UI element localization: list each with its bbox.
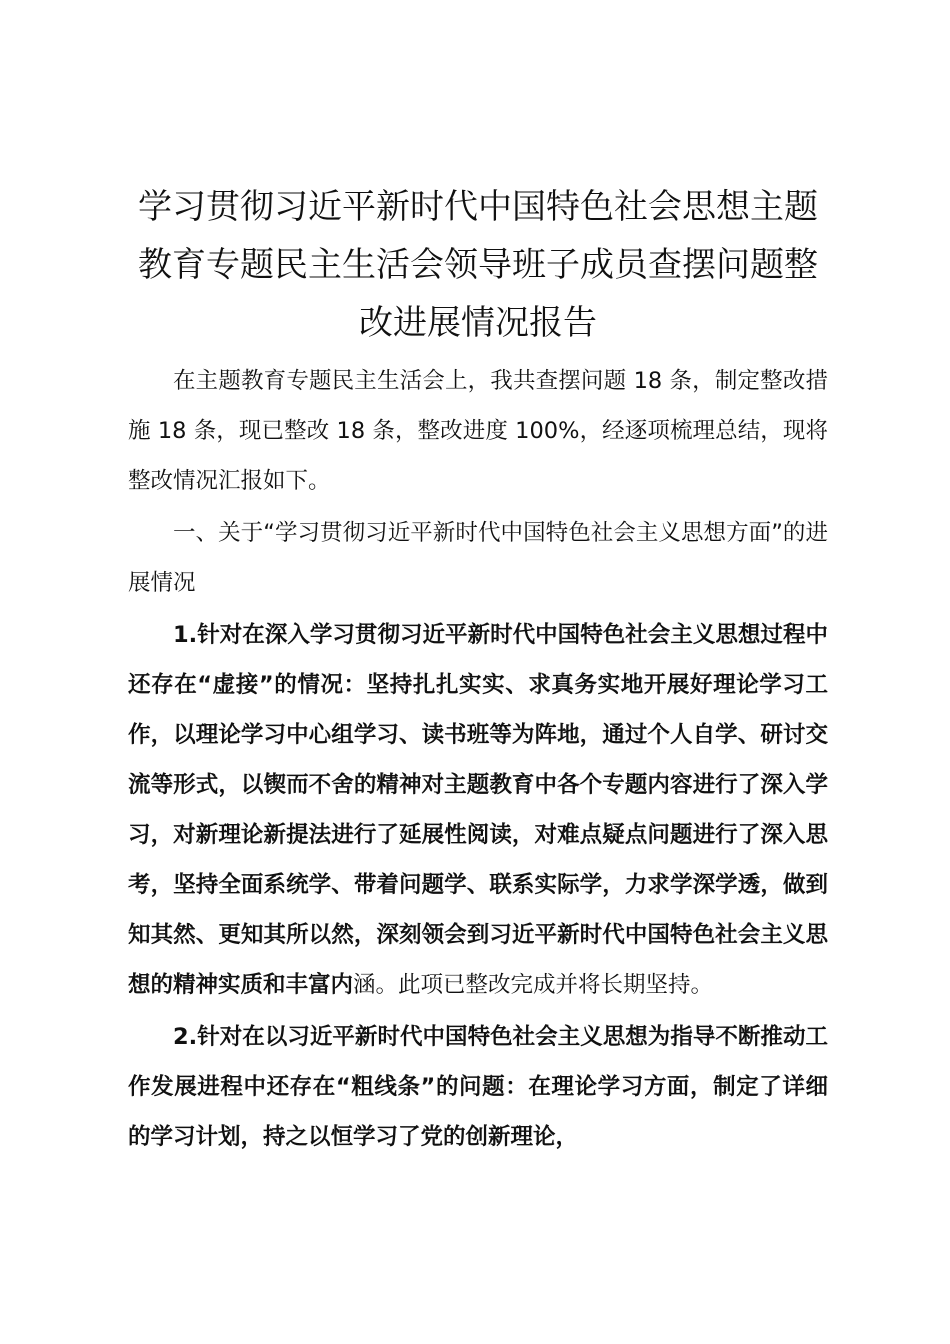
title-line-3: 改进展情况报告	[359, 303, 597, 343]
item-2-bold-text: 2.针对在以习近平新时代中国特色社会主义思想为指导不断推动工作发展进程中还存在“粗线条”的问题：在理论学习方面，制定了详细的学习计划，持之以恒学习了党的创新理论，	[128, 1024, 828, 1150]
item-2-paragraph	[128, 1012, 828, 1162]
intro-paragraph: 在主题教育专题民主生活会上，我共查摆问题 18 条，制定整改措施 18 条，现已整改 18 条，整改进度 100%，经逐项梳理总结，现将整改情况汇报如下。	[128, 368, 828, 494]
document-title	[128, 178, 828, 352]
title-line-2: 教育专题民主生活会领导班子成员查摆问题整	[138, 245, 818, 285]
item-1-bold-text: 1.针对在深入学习贯彻习近平新时代中国特色社会主义思想过程中还存在“虚接”的情况：坚持扎扎实实、求真务实地开展好理论学习工作，以理论学习中心组学习、读书班等为阵地，通过个人自学、研讨交流等形式，以锲而不舍的精神对主题教育中各个专题内容进行了深入学习，对新理论新提法进行了延展性阅读，对难点疑点问题进行了深入思考，坚持全面系统学、带着问题学、联系实际学，力求学深学透，做到知其然、更知其所以然，深刻领会到习近平新时代中国特色社会主义思想的精神实质和丰富内	[128, 622, 828, 998]
section-1-heading: 一、关于“学习贯彻习近平新时代中国特色社会主义思想方面”的进展情况	[128, 520, 828, 596]
item-1-paragraph	[128, 610, 828, 1010]
item-1-normal-text: 涵。此项已整改完成并将长期坚持。	[353, 972, 714, 998]
title-line-1: 学习贯彻习近平新时代中国特色社会思想主题	[138, 187, 818, 227]
document-page	[128, 178, 828, 1162]
